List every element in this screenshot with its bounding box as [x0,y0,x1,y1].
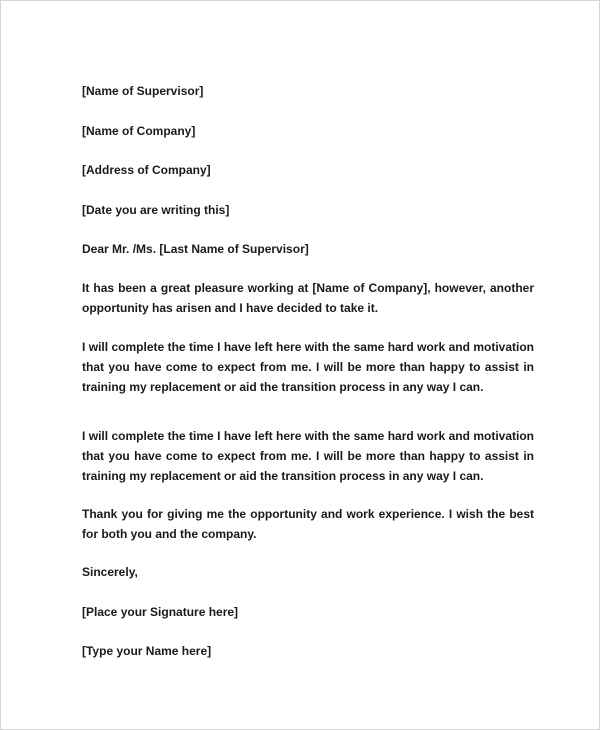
paragraph-2: I will complete the time I have left here with the same hard work and motivation that you have come to expect from me. I will be more than happy to assist in training my replacement or aid the transition process in any way I can. [82,340,534,394]
salutation: Dear Mr. /Ms. [Last Name of Supervisor] [82,242,309,256]
company-name: [Name of Company] [82,124,196,138]
paragraph-1: It has been a great pleasure working at [Name of Company], however, another opportunity has arisen and I have decided to take it. [82,281,534,315]
paragraph-3: I will complete the time I have left here with the same hard work and motivation that you have come to expect from me. I will be more than happy to assist in training my replacement or aid the transition process in any way I can. [82,429,534,483]
company-address: [Address of Company] [82,163,211,177]
letter-date: [Date you are writing this] [82,203,230,217]
signature-placeholder: [Place your Signature here] [82,605,239,619]
closing: Sincerely, [82,565,138,579]
paragraph-4: Thank you for giving me the opportunity and work experience. I wish the best for both you and the company. [82,507,534,541]
name-placeholder: [Type your Name here] [82,644,212,658]
supervisor-name: [Name of Supervisor] [82,84,204,98]
